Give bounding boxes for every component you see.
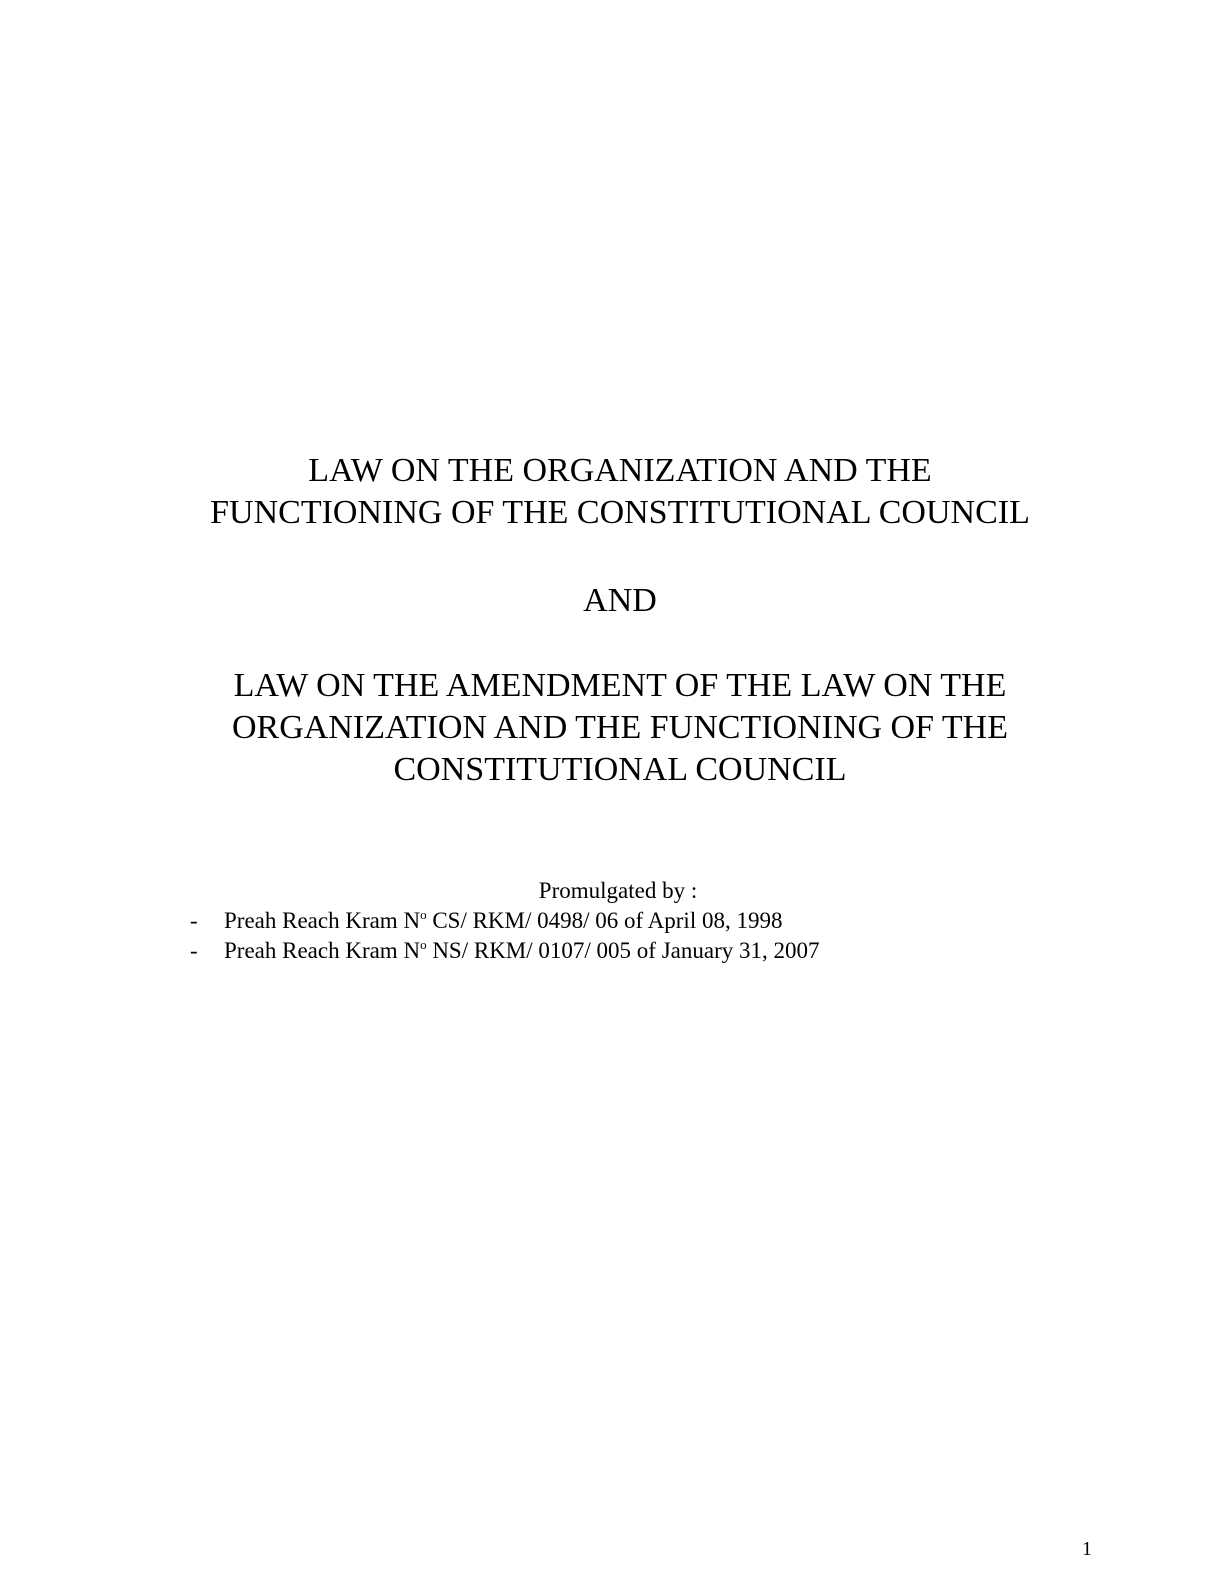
amendment-law-title [120, 665, 1120, 791]
conjunction-text: AND [583, 582, 657, 619]
law-title-line-1: LAW ON THE ORGANIZATION AND THE [308, 452, 932, 489]
decree-number-sign-superscript: o [420, 907, 427, 922]
decree-number-sign-superscript: o [420, 937, 427, 952]
law-title-line-2: FUNCTIONING OF THE CONSTITUTIONAL COUNCIL [210, 494, 1030, 531]
amendment-title-line-3: CONSTITUTIONAL COUNCIL [393, 751, 847, 788]
list-dash: - [190, 938, 198, 963]
conjunction-and [120, 580, 1120, 622]
decree-prefix: Preah Reach Kram N [224, 938, 421, 963]
decree-reference: CS/ RKM/ 0498/ 06 of April 08, 1998 [426, 908, 783, 933]
promulgation-section [0, 876, 1224, 963]
decree-item [190, 936, 819, 966]
decree-prefix: Preah Reach Kram N [224, 908, 421, 933]
decree-item [190, 906, 782, 936]
decree-reference: NS/ RKM/ 0107/ 005 of January 31, 2007 [426, 938, 820, 963]
page-number: 1 [1082, 1538, 1092, 1560]
amendment-title-line-2: ORGANIZATION AND THE FUNCTIONING OF THE [232, 709, 1008, 746]
amendment-title-line-1: LAW ON THE AMENDMENT OF THE LAW ON THE [233, 667, 1007, 704]
law-title [120, 450, 1120, 534]
list-dash: - [190, 908, 198, 933]
promulgated-by-label: Promulgated by : [538, 878, 698, 903]
